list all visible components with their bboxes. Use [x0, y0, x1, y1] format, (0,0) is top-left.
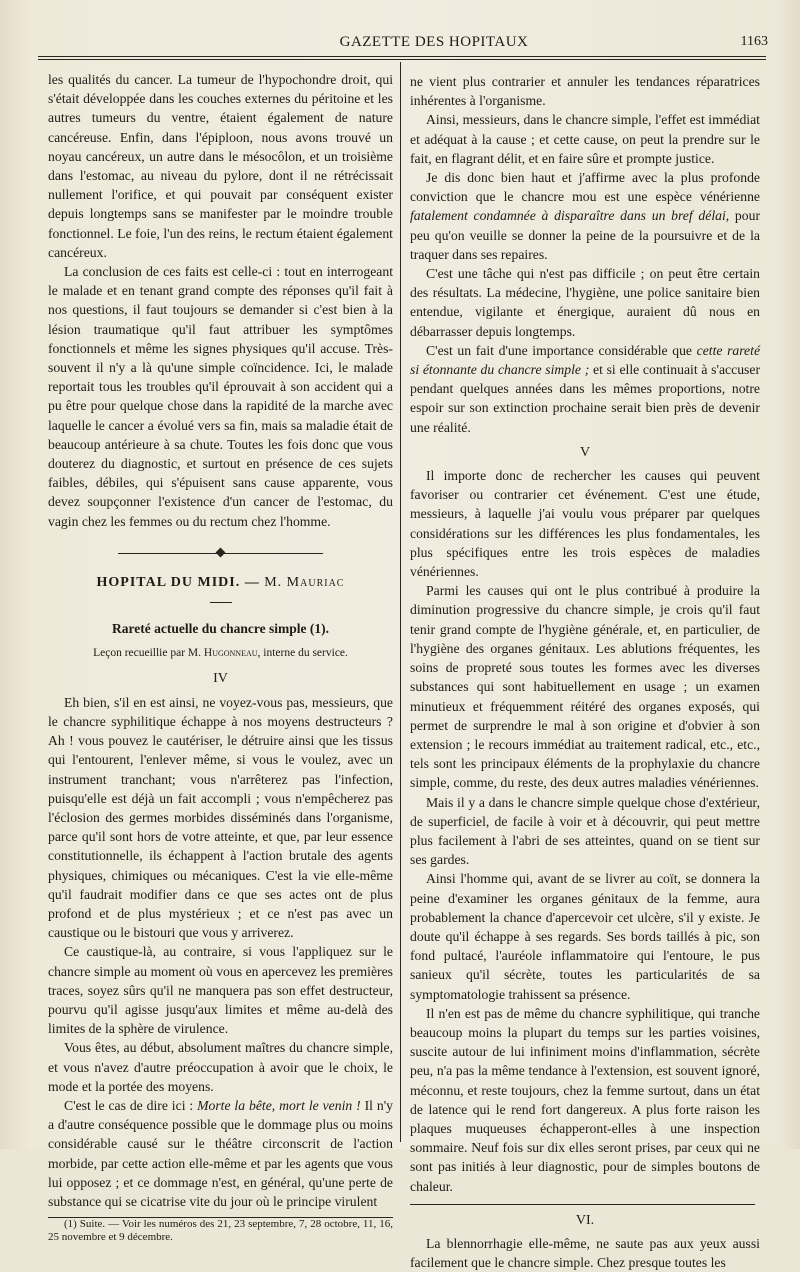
- footnote: (1) Suite. — Voir les numéros des 21, 23 septembre, 7, 28 octobre, 11, 16, 25 novembre et 9 décembre.: [48, 1218, 393, 1244]
- header-rule: [38, 56, 766, 57]
- left-column: [48, 70, 393, 1244]
- credit-suffix: , interne du service.: [257, 647, 348, 660]
- credit-prefix: Leçon recueillie par M.: [93, 647, 202, 660]
- page-number: 1163: [740, 34, 768, 49]
- text-run: pour peu qu'on veuille se donner la peine de la poursuivre et de la traquer dans ses repaires.: [410, 208, 760, 262]
- paragraph: Eh bien, s'il en est ainsi, ne voyez-vous pas, messieurs, que le chancre syphilitique échappe à nos moyens destructeurs ? Ah ! vous pouvez le cautériser, le détruire ainsi que les tissus qui l'entourent, l'enlever même, si vous le voulez, avec un instrument tranchant; vous n'arrêterez pas l'infection, puisqu'elle est déjà un fait accompli ; vous n'empêcherez pas l'éclosion des germes morbides disséminés dans l'organisme, parce qu'il sont hors de votre atteinte, et que, par leur essence constitutionnelle, ils échappent à l'action brutale des agents physiques, chimiques ou mécaniques. C'est la vie elle-même qu'il faudrait modifier dans ce que ses actes ont de plus profond et de plus mystérieux ; et ce n'est pas avec un caustique ou le bistouri que vous y arriverez.: [48, 694, 393, 941]
- header-rule-double: [38, 59, 766, 60]
- paragraph: La conclusion de ces faits est celle-ci : tout en interrogeant le malade et en tenant grand compte des réponses qu'il fait à nos questions, il faut toujours se demander si c'est bien à la lésion traumatique qu'il faut attribuer les symptômes fonctionnels et même les signes physiques qu'il accuse. Très-souvent il n'y a là qu'une simple coïncidence. Ici, le malade reportait tous les troubles qu'il éprouvait à son accident qui a pu être pour quelque chose dans la rapidité de la marche avec laquelle le cancer a évolué vers sa fin, mais sa maladie était de beaucoup antérieure à sa chute. Toutes les fois donc que vous douterez du diagnostic, et surtout en présence de ces sujets faibles, débiles, qui s'épuisent sans cause apparente, vous devez soupçonner l'existence d'un cancer de l'estomac, du vagin chez les femmes ou du rectum chez l'homme.: [48, 264, 393, 529]
- heading-dash: [210, 602, 232, 603]
- paragraph: les qualités du cancer. La tumeur de l'hypochondre droit, qui s'était développée dans les couches externes du péritoine et les autres tumeurs du ventre, étaient également de nature cancéreuse. Enfin, dans l'épiploon, nous avons trouvé un noyau cancéreux, un autre dans le mésocôlon, et un troisième dans l'estomac, au niveau du pylore, dont il ne rétrécissait nullement l'orifice, et qui pouvait par conséquent exister depuis longtemps sans se manifester par le moindre trouble fonctionnel. Le foie, l'un des reins, le rectum étaient également cancéreux.: [48, 72, 393, 260]
- section-number: VI.: [575, 1212, 595, 1228]
- lecture-credit: [48, 644, 393, 663]
- separator-ornament: [215, 547, 225, 557]
- emphasis: Morte la bête, mort le venin !: [197, 1097, 361, 1113]
- paragraph: Ce caustique-là, au contraire, si vous l'appliquez sur le chancre simple au moment où vous en apercevez les premières traces, soyez sûrs qu'il ne manquera pas son effet destructeur, pourvu qu'il agisse jusqu'aux limites et même au-delà des limites de la sphère de virulence.: [48, 944, 393, 1037]
- paragraph: Vous êtes, au début, absolument maîtres du chancre simple, et vous n'avez d'autre préoccupation à avoir que le choix, le mode et la portée des moyens.: [48, 1040, 393, 1094]
- paragraph: [48, 1096, 393, 1211]
- text-run: Il n'y a d'autre conséquence possible que le dommage plus ou moins considérable causé sur le théâtre circonscrit de l'action morbide, par cette action elle-même et par les agents que vous lui opposez ; et ce dommage n'est, en général, qu'une perte de substance qui se cicatrise vite du jour où le principe virulent: [48, 1097, 394, 1209]
- credit-name: Hugonneau: [203, 647, 258, 660]
- section-number: V: [579, 444, 591, 460]
- journal-title: GAZETTE DES HOPITAUX: [339, 34, 529, 50]
- page-header: [100, 34, 768, 54]
- paragraph: Parmi les causes qui ont le plus contribué à produire la diminution progressive du chancre simple, je crois qu'il faut tenir grand compte de l'hygiène générale, et, en particulier, de l'hygiène des organes génitaux. Les ablutions fréquentes, les soins de propreté sous toutes les formes avec les diverses substances qui sont habituellement en usage ; un examen minutieux et fréquemment réitéré des organes exposés, qui permet de surprendre le mal à son origine et d'obvier à son extension ; le recours immédiat au traitement radical, etc., etc., tels sont les principaux éléments de la prophylaxie du chancre simple, comme, du reste, des deux autres maladies vénériennes.: [410, 583, 760, 791]
- paragraph: [410, 341, 760, 437]
- paragraph: Mais il y a dans le chancre simple quelque chose d'extérieur, de superficiel, de facile à voir et à découvrir, qui peut mettre plus facilement à l'abri de ses atteintes, quand on se tient sur ses gardes.: [410, 794, 760, 868]
- paragraph: Ainsi, messieurs, dans le chancre simple, l'effet est immédiat et adéquat à la cause ; et cette cause, on peut la prendre sur le fait, en flagrant délit, et en faire sûre et prompte justice.: [410, 112, 760, 166]
- section-number: IV: [213, 671, 228, 687]
- emphasis: cette rareté si étonnante du chancre simple ;: [410, 342, 761, 378]
- paragraph: Il importe donc de rechercher les causes qui peuvent favoriser ou contrarier cet événement. C'est une étude, messieurs, à laquelle j'ai voulu vous préparer par quelques considérations sur les différences les plus fondamentales, les plus spécifiques entre les trois espèces de maladies vénériennes.: [410, 468, 760, 580]
- paragraph: Il n'en est pas de même du chancre syphilitique, qui tranche beaucoup moins la plupart du temps sur les parties voisines, suscite autour de lui infiniment moins d'inflammation, sécrète peu, n'a pas la même tendance à l'extension, est souvent ignoré, méconnu, et reste toujours, chez la femme surtout, dans un état de latence qui le rend fort dangereux. A plus forte raison les plaques muqueuses échapperont-elles à une inspection sommaire. Neuf fois sur dix elles seront prises, par ceux qui ne sont pas initiés à leur diagnostic, pour de simples boutons de chaleur.: [410, 1005, 760, 1194]
- emphasis: fatalement condamnée à disparaître dans un bref délai,: [410, 208, 730, 224]
- paragraph: ne vient plus contrarier et annuler les tendances réparatrices inhérentes à l'organisme.: [410, 74, 760, 109]
- text-run: Je dis donc bien haut et j'affirme avec la plus profonde conviction que le chancre mou est une espèce vénérienne: [410, 170, 760, 205]
- right-column: [410, 72, 760, 1272]
- section-heading: [48, 573, 393, 592]
- section-rule: [410, 1204, 755, 1205]
- text-run: C'est le cas de dire ici :: [64, 1097, 194, 1113]
- article-subtitle: Rareté actuelle du chancre simple (1).: [112, 621, 329, 637]
- doctor-name: M. Mauriac: [264, 574, 345, 590]
- text-run: et si elle continuait à s'accuser pendant quelques années dans les mêmes proportions, notre espoir sur son extinction prochaine serait bien près de devenir une réalité.: [410, 362, 760, 435]
- hospital-name: HOPITAL DU MIDI. —: [96, 574, 260, 590]
- paragraph: C'est une tâche qui n'est pas difficile ; on peut être certain des résultats. La médecine, l'hygiène, une police sanitaire bien entendue, vigilante et énergique, auraient dû nous en débarrasser depuis longtemps.: [410, 266, 760, 339]
- column-divider: [400, 62, 401, 1142]
- text-run: C'est un fait d'une importance considérable que: [426, 342, 692, 358]
- paragraph: [410, 168, 760, 264]
- paragraph: Ainsi l'homme qui, avant de se livrer au coït, se donnera la peine d'examiner les organes génitaux de la femme, aura probablement la chance d'apercevoir cet ulcère, s'il y existe. Je doute qu'il échappe à ses regards. Ses bords taillés à pic, son fond pultacé, l'auréole inflammatoire qui l'entoure, le pus sanieux qu'il sécrète, toutes les particularités de sa symptomatologie trahissent sa présence.: [410, 871, 760, 1002]
- section-separator: [48, 543, 393, 563]
- paragraph: La blennorrhagie elle-même, ne saute pas aux yeux aussi facilement que le chancre simple. Chez presque toutes les: [410, 1235, 760, 1271]
